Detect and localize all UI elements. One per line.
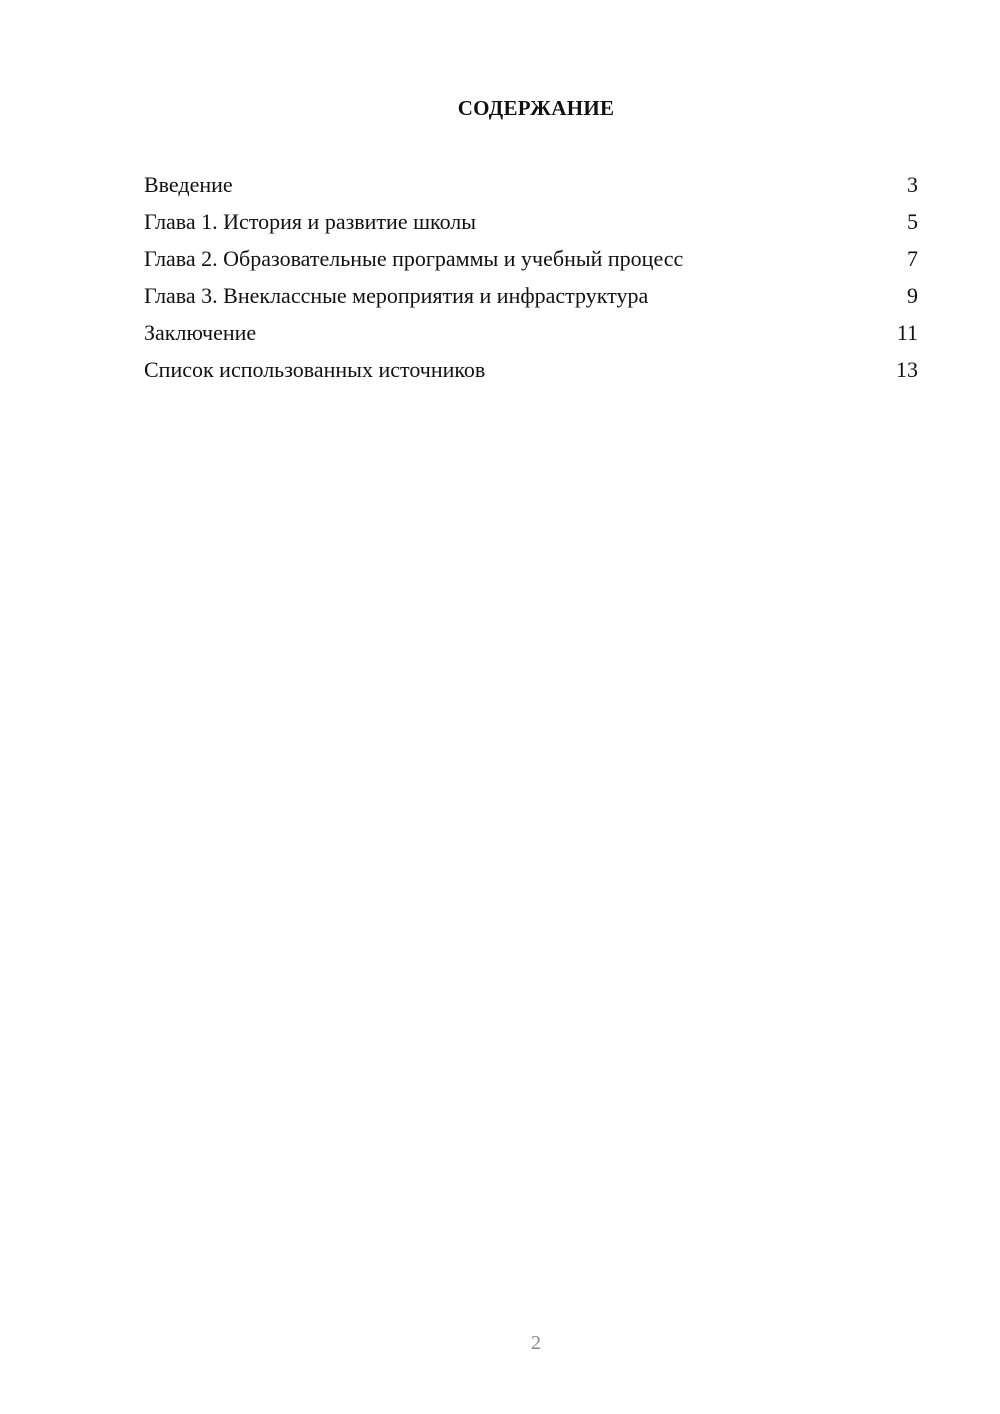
- toc-entry-introduction: [144, 168, 918, 205]
- toc-entry-page: 7: [907, 246, 918, 271]
- toc-entry-chapter-3: [144, 279, 918, 316]
- toc-entry-page: 13: [896, 357, 918, 382]
- toc-entry-page: 9: [907, 283, 918, 308]
- toc-entry-page: 11: [896, 320, 918, 345]
- toc-entry-page: 5: [907, 209, 918, 234]
- toc-entry-label: Глава 3. Внеклассные мероприятия и инфраструктура: [144, 283, 649, 308]
- toc-entry-label: Заключение: [144, 320, 257, 345]
- toc-entry-label: Глава 1. История и развитие школы: [144, 209, 477, 234]
- toc-entry-chapter-1: [144, 205, 918, 242]
- toc-entry-label: Список использованных источников: [144, 357, 486, 382]
- toc-entry-references: [144, 353, 918, 390]
- toc-entry-page: 3: [907, 172, 918, 197]
- toc-entry-chapter-2: [144, 242, 918, 279]
- toc-entry-label: Введение: [144, 172, 233, 197]
- table-of-contents: [144, 168, 918, 390]
- toc-entry-conclusion: [144, 316, 918, 353]
- toc-entry-label: Глава 2. Образовательные программы и учебный процесс: [144, 246, 684, 271]
- page-title: СОДЕРЖАНИЕ: [457, 96, 615, 120]
- page-number: 2: [531, 1332, 541, 1354]
